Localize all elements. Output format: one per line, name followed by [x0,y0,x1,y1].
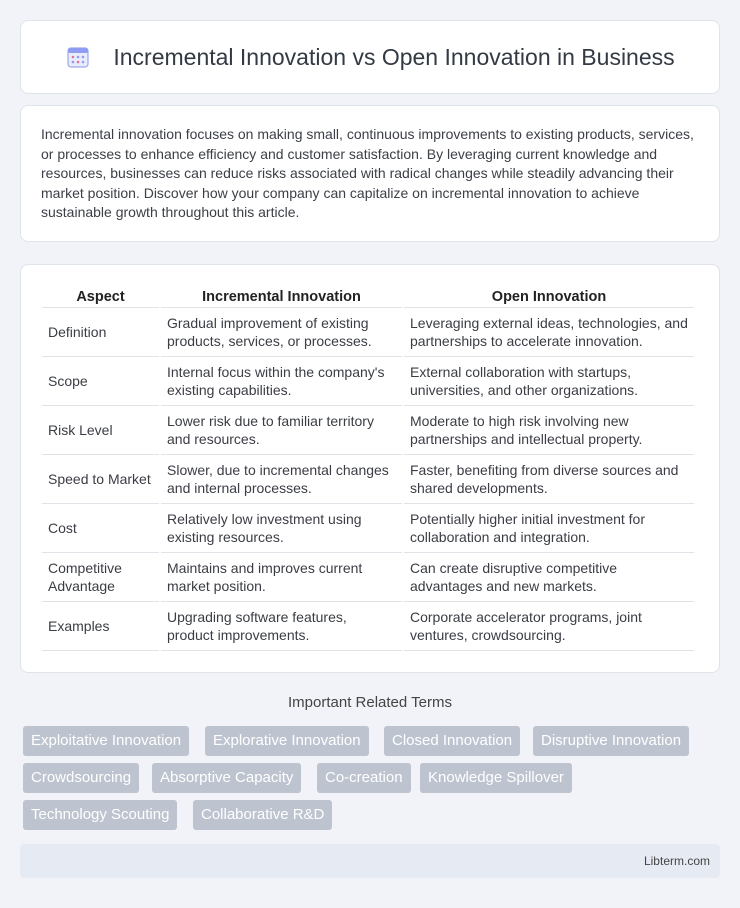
intro-card [20,105,720,242]
aspect-cell: Cost [42,504,159,553]
open-cell: Corporate accelerator programs, joint ventures, crowdsourcing. [404,602,694,651]
tag-co-creation[interactable]: Co-creation [317,763,411,793]
table-row [42,406,694,455]
aspect-cell: Speed to Market [42,455,159,504]
table-row [42,308,694,357]
table-row [42,602,694,651]
aspect-cell: Examples [42,602,159,651]
incremental-cell: Internal focus within the company's existing capabilities. [161,357,402,406]
header-open: Open Innovation [404,285,694,308]
table-row [42,504,694,553]
tag-closed-innovation[interactable]: Closed Innovation [384,726,520,756]
table-row [42,455,694,504]
tag-exploitative-innovation[interactable]: Exploitative Innovation [23,726,189,756]
comparison-table [40,285,696,651]
table-row [42,357,694,406]
tag-collaborative-rd[interactable]: Collaborative R&D [193,800,332,830]
intro-paragraph: Incremental innovation focuses on making small, continuous improvements to existing products, services, or processes to enhance efficiency and customer satisfaction. By leveraging current knowledge and resources, businesses can reduce risks associated with radical changes while steadily advancing their market position. Discover how your company can capitalize on incremental innovation to achieve sustainable growth throughout this article. [41,126,694,221]
table-row [42,553,694,602]
incremental-cell: Gradual improvement of existing products, services, or processes. [161,308,402,357]
tag-knowledge-spillover[interactable]: Knowledge Spillover [420,763,572,793]
open-cell: Leveraging external ideas, technologies, and partnerships to accelerate innovation. [404,308,694,357]
open-cell: Faster, benefiting from diverse sources and shared developments. [404,455,694,504]
aspect-cell: Scope [42,357,159,406]
footer [20,844,720,878]
incremental-cell: Upgrading software features, product improvements. [161,602,402,651]
page-title: Incremental Innovation vs Open Innovation in Business [113,43,675,70]
aspect-cell: Competitive Advantage [42,553,159,602]
related-terms-title: Important Related Terms [288,694,452,711]
tag-explorative-innovation[interactable]: Explorative Innovation [205,726,369,756]
incremental-cell: Slower, due to incremental changes and internal processes. [161,455,402,504]
incremental-cell: Relatively low investment using existing resources. [161,504,402,553]
tag-technology-scouting[interactable]: Technology Scouting [23,800,177,830]
tag-crowdsourcing[interactable]: Crowdsourcing [23,763,139,793]
table-header-row [42,285,694,308]
incremental-cell: Maintains and improves current market position. [161,553,402,602]
open-cell: Can create disruptive competitive advantages and new markets. [404,553,694,602]
open-cell: Moderate to high risk involving new partnerships and intellectual property. [404,406,694,455]
aspect-cell: Risk Level [42,406,159,455]
title-card [20,20,720,94]
aspect-cell: Definition [42,308,159,357]
comparison-card [20,264,720,673]
header-incremental: Incremental Innovation [161,285,402,308]
calendar-grid-icon [65,44,91,70]
open-cell: Potentially higher initial investment for collaboration and integration. [404,504,694,553]
incremental-cell: Lower risk due to familiar territory and resources. [161,406,402,455]
footer-site-link[interactable]: Libterm.com [643,854,710,868]
header-aspect: Aspect [42,285,159,308]
tag-absorptive-capacity[interactable]: Absorptive Capacity [152,763,301,793]
open-cell: External collaboration with startups, universities, and other organizations. [404,357,694,406]
tag-disruptive-innovation[interactable]: Disruptive Innovation [533,726,689,756]
